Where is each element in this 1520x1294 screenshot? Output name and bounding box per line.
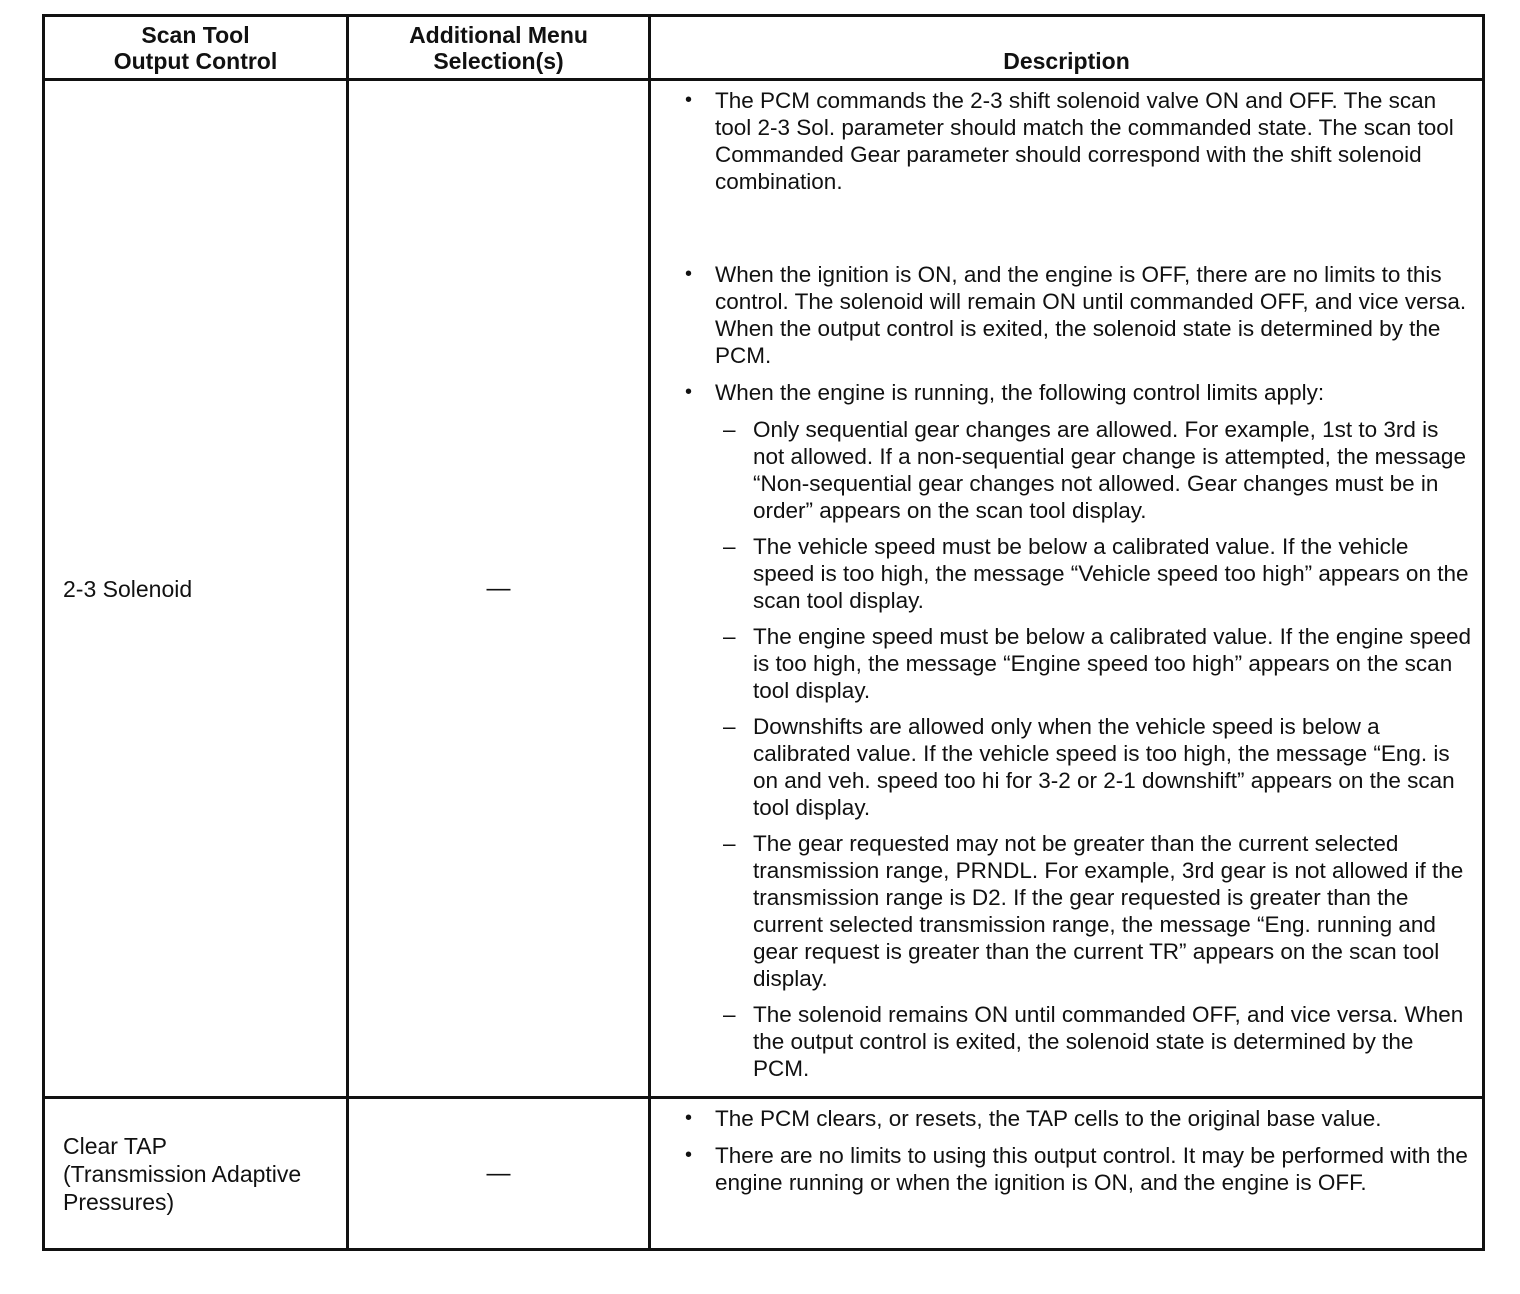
limit-text: Downshifts are allowed only when the vehicle speed is below a calibrated value. If the vehicle speed is too high, the message “Eng. is on and veh. speed too hi for 3-2 or 2-1 downshift” appears on the scan tool display. xyxy=(753,714,1455,820)
limit-item xyxy=(723,533,1472,614)
output-control-name-line3: Pressures) xyxy=(63,1188,175,1215)
header-output-control-line2: Output Control xyxy=(113,47,278,74)
limit-item xyxy=(723,1001,1472,1082)
description-list xyxy=(681,87,1472,1082)
description-cell xyxy=(650,1098,1484,1250)
menu-selection-cell xyxy=(348,1098,650,1250)
menu-selection-value: — xyxy=(486,574,511,602)
dash-icon: – xyxy=(723,831,736,856)
header-row xyxy=(44,16,1484,80)
header-output-control xyxy=(44,16,348,80)
limit-item xyxy=(723,416,1472,524)
limit-text: Only sequential gear changes are allowed. For example, 1st to 3rd is not allowed. If a non-sequential gear change is attempted, the message “Non-sequential gear changes not allowed. Gear changes must be in order” appears on the scan tool display. xyxy=(753,417,1466,523)
description-text: The PCM commands the 2-3 shift solenoid valve ON and OFF. The scan tool 2-3 Sol. parameter should match the commanded state. The scan tool Commanded Gear parameter should correspond with the shift solenoid combination. xyxy=(715,88,1454,194)
output-control-name-line2: (Transmission Adaptive xyxy=(63,1160,302,1187)
description-bullet xyxy=(681,1105,1472,1132)
header-output-control-line1: Scan Tool xyxy=(141,21,250,48)
output-control-name-line1: Clear TAP xyxy=(63,1132,167,1159)
header-description: Description xyxy=(650,16,1484,80)
table-row xyxy=(44,1098,1484,1250)
description-text: There are no limits to using this output control. It may be performed with the engine running or when the ignition is ON, and the engine is OFF. xyxy=(715,1143,1468,1195)
bullet-icon: • xyxy=(685,1107,693,1129)
table-row xyxy=(44,80,1484,1098)
header-menu-selection-line1: Additional Menu xyxy=(409,21,588,48)
description-text: When the ignition is ON, and the engine is OFF, there are no limits to this control. The solenoid will remain ON until commanded OFF, and vice versa. When the output control is exited, the solenoid state is determined by the PCM. xyxy=(715,262,1467,368)
bullet-icon: • xyxy=(685,89,693,111)
description-bullet xyxy=(681,87,1472,195)
output-control-cell xyxy=(44,80,348,1098)
dash-icon: – xyxy=(723,714,736,739)
limit-text: The gear requested may not be greater than the current selected transmission range, PRNDL. For example, 3rd gear is not allowed if the transmission range is D2. If the gear requested is greater than the current selected transmission range, the message “Eng. running and gear request is greater than the current TR” appears on the scan tool display. xyxy=(753,831,1464,991)
spacer xyxy=(681,205,1472,251)
limit-text: The engine speed must be below a calibrated value. If the engine speed is too high, the message “Engine speed too high” appears on the scan tool display. xyxy=(753,624,1471,703)
limit-item xyxy=(723,623,1472,704)
description-text: The PCM clears, or resets, the TAP cells to the original base value. xyxy=(715,1106,1382,1131)
dash-icon: – xyxy=(723,417,736,442)
dash-icon: – xyxy=(723,1002,736,1027)
limit-item xyxy=(723,830,1472,992)
dash-icon: – xyxy=(723,534,736,559)
dash-icon: – xyxy=(723,624,736,649)
header-menu-selection-line2: Selection(s) xyxy=(433,47,564,74)
bullet-icon: • xyxy=(685,1144,693,1166)
limits-list xyxy=(715,416,1472,1082)
description-bullet xyxy=(681,379,1472,1082)
bullet-icon: • xyxy=(685,263,693,285)
menu-selection-cell xyxy=(348,80,650,1098)
output-control-table xyxy=(42,14,1485,1251)
limit-item xyxy=(723,713,1472,821)
description-text: When the engine is running, the following control limits apply: xyxy=(715,380,1325,405)
limit-text: The solenoid remains ON until commanded OFF, and vice versa. When the output control is exited, the solenoid state is determined by the PCM. xyxy=(753,1002,1464,1081)
output-control-name: 2-3 Solenoid xyxy=(63,575,193,602)
description-bullet xyxy=(681,1142,1472,1196)
description-cell xyxy=(650,80,1484,1098)
description-list xyxy=(681,1105,1472,1196)
description-bullet xyxy=(681,261,1472,369)
limit-text: The vehicle speed must be below a calibrated value. If the vehicle speed is too high, the message “Vehicle speed too high” appears on the scan tool display. xyxy=(753,534,1469,613)
output-control-cell xyxy=(44,1098,348,1250)
bullet-icon: • xyxy=(685,381,693,403)
menu-selection-value: — xyxy=(486,1159,511,1187)
header-menu-selection xyxy=(348,16,650,80)
